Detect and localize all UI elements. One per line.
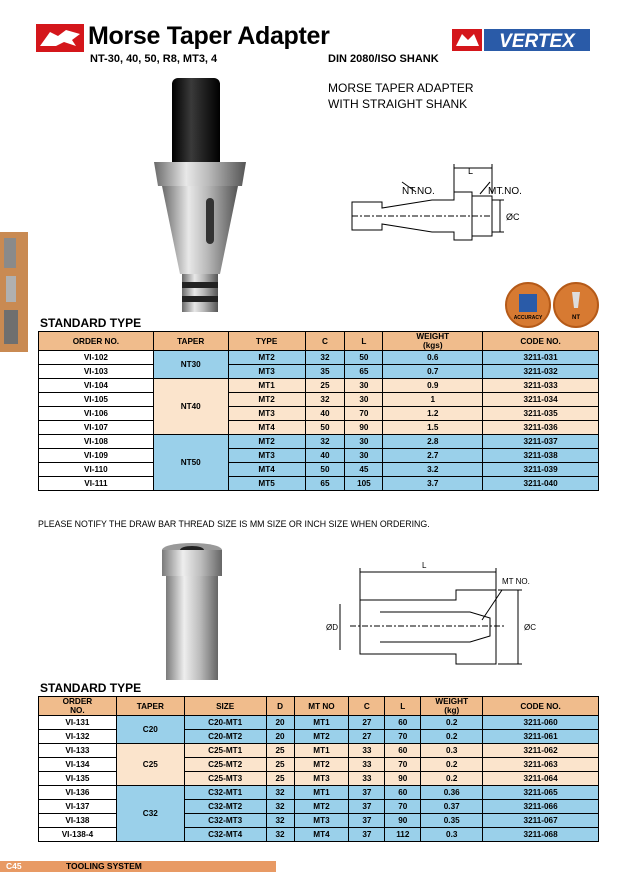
table2-cell: 60 [385,716,421,730]
table1-cell: 3211-037 [483,435,599,449]
standard-type-table-1 [38,331,599,491]
table1-cell: 50 [305,421,345,435]
table2-cell: 70 [385,758,421,772]
nt-badge-label: NT [572,315,580,321]
table1-cell: 40 [305,449,345,463]
label2-l: L [422,561,427,570]
table2-cell: 33 [349,772,385,786]
table2-cell: 112 [385,828,421,842]
table2-cell: MT1 [294,744,349,758]
table2-cell: 0.2 [421,772,483,786]
table2-cell: 37 [349,800,385,814]
table1-cell: 105 [345,477,383,491]
table2-cell: 0.2 [421,716,483,730]
ordering-note: PLEASE NOTIFY THE DRAW BAR THREAD SIZE IS MM SIZE OR INCH SIZE WHEN ORDERING. [38,519,430,529]
table1-cell: 3211-040 [483,477,599,491]
order-no-cell: VI-133 [39,744,117,758]
table2-cell: 90 [385,772,421,786]
table2-cell: 32 [266,786,294,800]
table1-header-cell: C [305,332,345,351]
table2-cell: 0.3 [421,828,483,842]
table1-cell: 70 [345,407,383,421]
taper-cell: C32 [116,786,184,842]
product-description [328,80,474,112]
table-row [39,365,599,379]
table-row [39,744,599,758]
table2-cell: 3211-066 [483,800,599,814]
table2-cell: MT1 [294,786,349,800]
table2-cell: 25 [266,772,294,786]
table1-cell: 40 [305,407,345,421]
table2-cell: 20 [266,716,294,730]
label2-c: ØC [524,623,536,632]
table-row [39,379,599,393]
table1-cell: 3211-034 [483,393,599,407]
page-number: C45 [6,861,22,871]
table1-cell: 30 [345,379,383,393]
table2-cell: MT3 [294,814,349,828]
taper-cell: NT40 [153,379,228,435]
order-no-cell: VI-138 [39,814,117,828]
table2-cell: C25-MT3 [184,772,266,786]
taper-cell: C25 [116,744,184,786]
table1-cell: 65 [345,365,383,379]
table2-header-cell: D [266,697,294,716]
table-row [39,435,599,449]
order-no-cell: VI-105 [39,393,154,407]
table-row [39,421,599,435]
table2-cell: 25 [266,744,294,758]
table2-cell: C25-MT2 [184,758,266,772]
subtitle-standard: DIN 2080/ISO SHANK [328,53,439,65]
footer-section: TOOLING SYSTEM [66,861,142,871]
table2-cell: C25-MT1 [184,744,266,758]
table2-cell: 3211-064 [483,772,599,786]
table2-title: STANDARD TYPE [40,681,142,695]
table-row [39,449,599,463]
table1-cell: MT3 [228,407,305,421]
label-l: L [468,166,474,176]
table-row [39,351,599,365]
table1-cell: 3211-035 [483,407,599,421]
order-no-cell: VI-109 [39,449,154,463]
table1-header-cell: TAPER [153,332,228,351]
order-no-cell: VI-110 [39,463,154,477]
table2-cell: C32-MT2 [184,800,266,814]
order-no-cell: VI-107 [39,421,154,435]
table1-cell: 35 [305,365,345,379]
table1-cell: 3211-036 [483,421,599,435]
table1-cell: 0.7 [383,365,483,379]
table-row [39,716,599,730]
table1-cell: 25 [305,379,345,393]
table1-cell: 3211-032 [483,365,599,379]
sleeve-photo [158,542,226,684]
table1-cell: MT3 [228,365,305,379]
table1-header-cell: TYPE [228,332,305,351]
table2-cell: MT1 [294,716,349,730]
table2-cell: C32-MT3 [184,814,266,828]
table1-cell: 30 [345,435,383,449]
order-no-cell: VI-135 [39,772,117,786]
table2-cell: 33 [349,744,385,758]
table2-cell: 3211-065 [483,786,599,800]
table1-cell: 30 [345,449,383,463]
table1-header-cell: L [345,332,383,351]
table2-cell: 70 [385,800,421,814]
brand-name: VERTEX [499,31,575,52]
table2-cell: 37 [349,786,385,800]
page-title: Morse Taper Adapter [88,22,330,50]
table2-cell: 0.2 [421,758,483,772]
nt-badge [553,282,599,328]
table1-cell: MT2 [228,351,305,365]
table1-cell: 32 [305,393,345,407]
nt-adapter-photo [150,74,250,316]
table2-cell: C32-MT4 [184,828,266,842]
table1-cell: 65 [305,477,345,491]
order-no-cell: VI-111 [39,477,154,491]
table2-cell: 60 [385,744,421,758]
table2-cell: 32 [266,814,294,828]
table2-cell: 27 [349,716,385,730]
company-logo [36,24,84,52]
table2-cell: 3211-061 [483,730,599,744]
order-no-cell: VI-137 [39,800,117,814]
taper-cell: C20 [116,716,184,744]
table1-cell: 3211-039 [483,463,599,477]
table1-cell: 3.7 [383,477,483,491]
order-no-cell: VI-136 [39,786,117,800]
table1-cell: MT4 [228,421,305,435]
order-no-cell: VI-138-4 [39,828,117,842]
description-line-1: MORSE TAPER ADAPTER [328,81,474,95]
table2-cell: 0.2 [421,730,483,744]
table2-cell: MT2 [294,758,349,772]
table2-cell: C20-MT2 [184,730,266,744]
table1-cell: 2.7 [383,449,483,463]
table2-cell: 37 [349,828,385,842]
table1-header-cell: CODE NO. [483,332,599,351]
table1-cell: 0.9 [383,379,483,393]
table1-cell: MT3 [228,449,305,463]
table2-cell: 70 [385,730,421,744]
order-no-cell: VI-103 [39,365,154,379]
table2-cell: 27 [349,730,385,744]
table2-cell: 0.36 [421,786,483,800]
table2-cell: 60 [385,786,421,800]
label2-mt-no: MT NO. [502,577,530,586]
table1-cell: 32 [305,435,345,449]
table2-cell: 37 [349,814,385,828]
table1-cell: 3211-031 [483,351,599,365]
table2-cell: 3211-060 [483,716,599,730]
table1-cell: 1 [383,393,483,407]
table1-cell: MT2 [228,435,305,449]
description-line-2: WITH STRAIGHT SHANK [328,97,468,111]
accuracy-badge [505,282,551,328]
table1-cell: MT4 [228,463,305,477]
order-no-cell: VI-131 [39,716,117,730]
table2-header-cell: CODE NO. [483,697,599,716]
label2-d: ØD [326,623,338,632]
order-no-cell: VI-132 [39,730,117,744]
table-row [39,786,599,800]
table2-header-cell: MT NO [294,697,349,716]
table1-cell: 30 [345,393,383,407]
table1-cell: 0.6 [383,351,483,365]
side-thumbnail-strip [0,232,28,352]
table2-cell: 32 [266,800,294,814]
table2-header-cell: L [385,697,421,716]
taper-cell: NT50 [153,435,228,491]
table2-cell: C20-MT1 [184,716,266,730]
nt-adapter-drawing [342,160,522,272]
table2-cell: 0.37 [421,800,483,814]
table2-cell: 90 [385,814,421,828]
table2-cell: MT4 [294,828,349,842]
table2-cell: 3211-067 [483,814,599,828]
table2-cell: MT3 [294,772,349,786]
table2-cell: 33 [349,758,385,772]
table-row [39,407,599,421]
table1-title: STANDARD TYPE [40,316,142,330]
table-row [39,463,599,477]
brand-logo [452,26,594,54]
table2-cell: MT2 [294,800,349,814]
table1-cell: 45 [345,463,383,477]
table1-cell: 1.2 [383,407,483,421]
table2-cell: 0.35 [421,814,483,828]
taper-cell: NT30 [153,351,228,379]
order-no-cell: VI-134 [39,758,117,772]
order-no-cell: VI-106 [39,407,154,421]
table1-cell: MT1 [228,379,305,393]
table1-cell: MT5 [228,477,305,491]
table2-cell: 32 [266,828,294,842]
table2-cell: C32-MT1 [184,786,266,800]
label-c: ØC [506,212,520,222]
table2-cell: 3211-062 [483,744,599,758]
table1-cell: 90 [345,421,383,435]
label-mt-no: MT.NO. [488,186,522,197]
accuracy-badge-label: ACCURACY [513,315,543,321]
order-no-cell: VI-108 [39,435,154,449]
table2-cell: 25 [266,758,294,772]
table1-header-cell: WEIGHT (kgs) [383,332,483,351]
order-no-cell: VI-104 [39,379,154,393]
table1-cell: 3.2 [383,463,483,477]
order-no-cell: VI-102 [39,351,154,365]
table-row [39,477,599,491]
sleeve-drawing [320,560,540,680]
table1-cell: 50 [305,463,345,477]
table2-header-cell: SIZE [184,697,266,716]
table2-cell: MT2 [294,730,349,744]
table1-cell: 1.5 [383,421,483,435]
table2-cell: 20 [266,730,294,744]
label-nt-no: NT.NO. [402,186,435,197]
table2-header-cell: ORDER NO. [39,697,117,716]
table1-cell: 2.8 [383,435,483,449]
table1-cell: 32 [305,351,345,365]
table2-header-cell: TAPER [116,697,184,716]
table-row [39,393,599,407]
standard-type-table-2 [38,696,599,842]
table2-header-cell: WEIGHT (kg) [421,697,483,716]
table1-cell: 50 [345,351,383,365]
table1-cell: 3211-038 [483,449,599,463]
table2-cell: 3211-063 [483,758,599,772]
table2-cell: 3211-068 [483,828,599,842]
table1-header-cell: ORDER NO. [39,332,154,351]
table2-cell: 0.3 [421,744,483,758]
subtitle-models: NT-30, 40, 50, R8, MT3, 4 [90,53,218,65]
table1-cell: 3211-033 [483,379,599,393]
table1-cell: MT2 [228,393,305,407]
table2-header-cell: C [349,697,385,716]
